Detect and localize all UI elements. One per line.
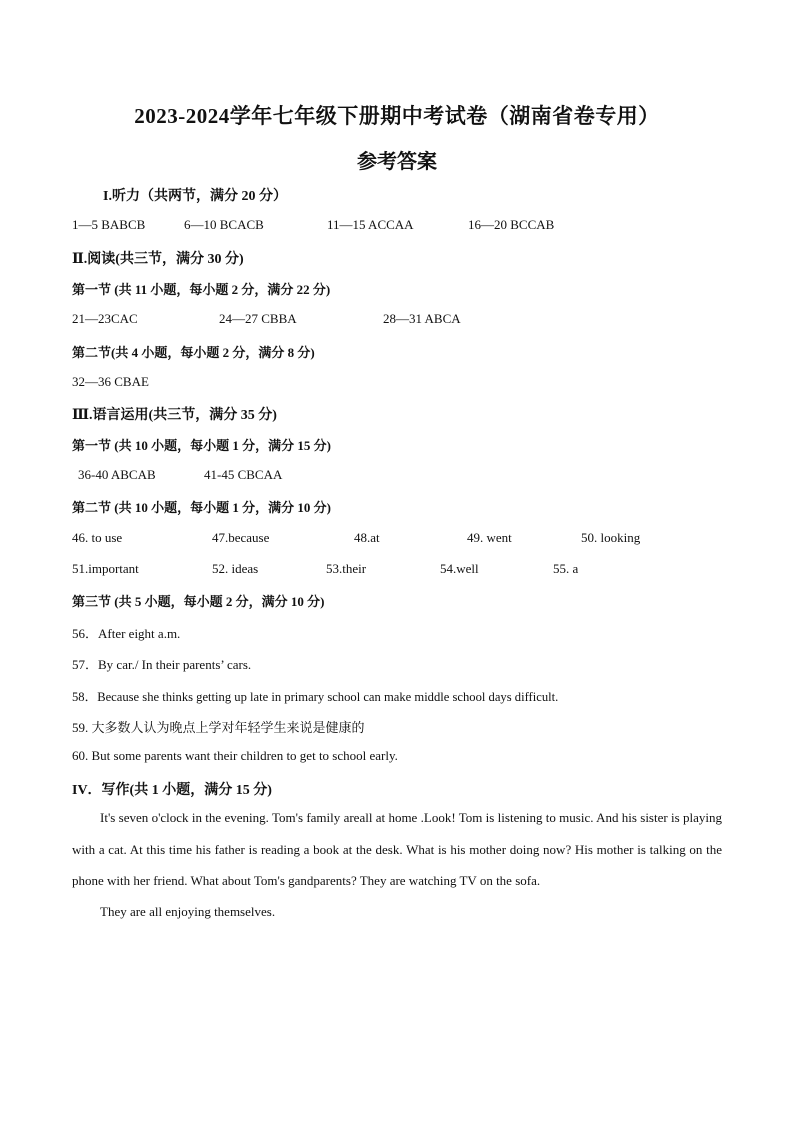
cloze-answer: 49. went [467, 530, 512, 545]
page-subtitle: 参考答案 [357, 151, 437, 173]
part2-answer: 24—27 CBBA [219, 311, 297, 326]
part3-answer: 41-45 CBCAA [204, 467, 283, 482]
part4-heading: IV．写作(共 1 小题，满分 15 分) [72, 783, 272, 798]
part2-section2-heading: 第二节(共 4 小题，每小题 2 分，满分 8 分) [72, 345, 315, 360]
part2-section1-heading: 第一节 (共 11 小题，每小题 2 分，满分 22 分) [72, 282, 331, 297]
essay-closing: They are all enjoying themselves. [100, 904, 276, 919]
reading-answer: 56．After eight a.m. [72, 626, 181, 641]
cloze-answer: 47.because [212, 530, 270, 545]
part1-answer: 11—15 ACCAA [327, 217, 414, 232]
essay-paragraph: It's seven o'clock in the evening. Tom's family areall at home .Look! Tom is listening to music. And his sister is playing with a cat. At this time his father is reading a book at the desk. What is his mother doing now? His mother is talking on the phone with her friend. What about Tom's gandparents? They are watching TV on the sofa. [72, 810, 722, 888]
part2-answer: 28—31 ABCA [383, 311, 461, 326]
reading-answer: 57．By car./ In their parents’ cars. [72, 657, 252, 672]
reading-answer: 59. 大多数人认为晚点上学对年轻学生来说是健康的 [72, 720, 365, 735]
cloze-answer: 53.their [326, 561, 367, 576]
cloze-answer: 48.at [354, 530, 380, 545]
part1-answer: 16—20 BCCAB [468, 217, 555, 232]
part1-answer: 1—5 BABCB [72, 217, 146, 232]
part1-answer: 6—10 BCACB [184, 217, 264, 232]
cloze-answer: 54.well [440, 561, 479, 576]
part1-heading: I.听力（共两节，满分 20 分） [103, 189, 287, 204]
part3-answer: 36-40 ABCAB [78, 467, 156, 482]
part2-answer: 21—23CAC [72, 311, 138, 326]
cloze-answer: 55. a [553, 561, 579, 576]
cloze-answer: 50. looking [581, 530, 641, 545]
page-title: 2023-2024学年七年级下册期中考试卷（湖南省卷专用） [134, 104, 660, 128]
part3-section2-heading: 第二节 (共 10 小题，每小题 1 分，满分 10 分) [72, 500, 331, 515]
part3-section3-heading: 第三节 (共 5 小题，每小题 2 分，满分 10 分) [72, 594, 325, 609]
part3-section1-heading: 第一节 (共 10 小题，每小题 1 分，满分 15 分) [72, 438, 331, 453]
reading-answer: 58．Because she thinks getting up late in primary school can make middle school days difficult. [72, 690, 559, 704]
part3-heading: Ⅲ.语言运用(共三节，满分 35 分) [72, 408, 277, 423]
cloze-answer: 46. to use [72, 530, 123, 545]
part2-answer: 32—36 CBAE [72, 374, 149, 389]
reading-answer: 60. But some parents want their children to get to school early. [72, 748, 398, 763]
cloze-answer: 52. ideas [212, 561, 259, 576]
cloze-answer: 51.important [72, 561, 139, 576]
part2-heading: Ⅱ.阅读(共三节，满分 30 分) [72, 252, 244, 267]
